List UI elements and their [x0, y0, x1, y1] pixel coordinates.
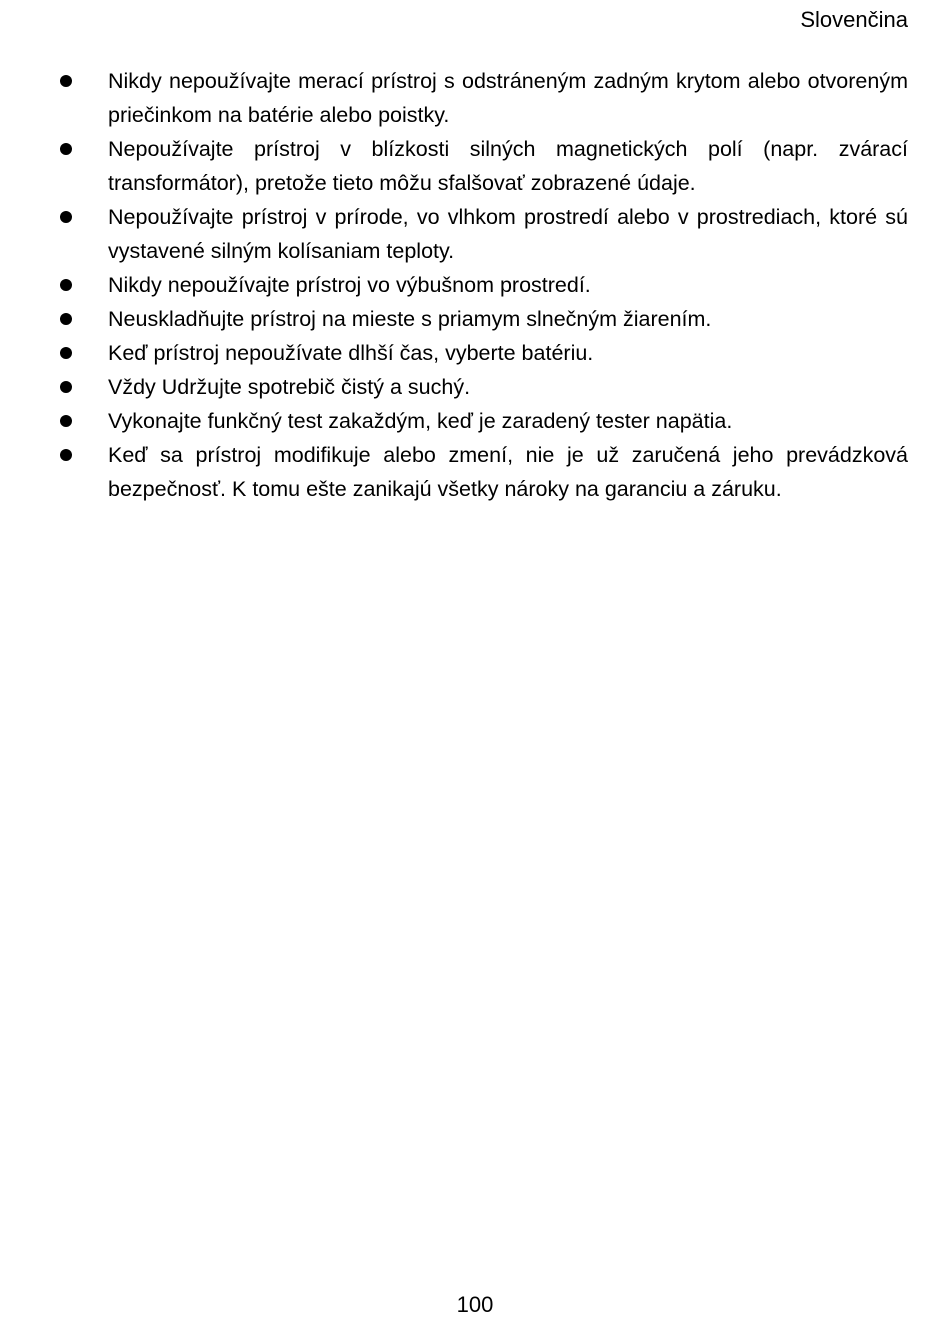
bullet-text: Vykonajte funkčný test zakaždým, keď je zaradený tester napätia. — [108, 409, 733, 433]
bullet-text: Keď prístroj nepoužívate dlhší čas, vyberte batériu. — [108, 341, 594, 365]
bullet-dot-icon — [60, 313, 72, 325]
bullet-text: Vždy Udržujte spotrebič čistý a suchý. — [108, 375, 471, 399]
bullet-dot-icon — [60, 211, 72, 223]
bullet-dot-icon — [60, 279, 72, 291]
page-number: 100 — [456, 1292, 494, 1317]
bullet-item — [52, 132, 908, 200]
bullet-dot-icon — [60, 381, 72, 393]
bullet-text: Keď sa prístroj modifikuje alebo zmení, nie je už zaručená jeho prevádzková bezpečnosť. K tomu ešte zanikajú všetky nároky na garanciu a záruku. — [108, 443, 908, 501]
bullet-dot-icon — [60, 143, 72, 155]
bullet-item — [52, 438, 908, 506]
bullet-item — [52, 370, 908, 404]
bullet-text: Nepoužívajte prístroj v prírode, vo vlhkom prostredí alebo v prostrediach, ktoré sú vystavené silným kolísaniam teploty. — [108, 205, 908, 263]
bullet-item — [52, 64, 908, 132]
bullet-dot-icon — [60, 415, 72, 427]
bullet-item — [52, 268, 908, 302]
bullet-dot-icon — [60, 449, 72, 461]
bullet-item — [52, 200, 908, 268]
bullet-text: Neuskladňujte prístroj na mieste s priamym slnečným žiarením. — [108, 307, 712, 331]
bullet-text: Nikdy nepoužívajte prístroj vo výbušnom prostredí. — [108, 273, 591, 297]
header-language-label: Slovenčina — [800, 7, 908, 32]
bullet-item — [52, 302, 908, 336]
bullet-item — [52, 336, 908, 370]
safety-bullet-list — [52, 64, 908, 506]
bullet-dot-icon — [60, 75, 72, 87]
bullet-text: Nikdy nepoužívajte merací prístroj s odstráneným zadným krytom alebo otvoreným priečinkom na batérie alebo poistky. — [108, 69, 908, 127]
bullet-item — [52, 404, 908, 438]
bullet-dot-icon — [60, 347, 72, 359]
bullet-text: Nepoužívajte prístroj v blízkosti silných magnetických polí (napr. zvárací transformátor), pretože tieto môžu sfalšovať zobrazené údaje. — [108, 137, 908, 195]
